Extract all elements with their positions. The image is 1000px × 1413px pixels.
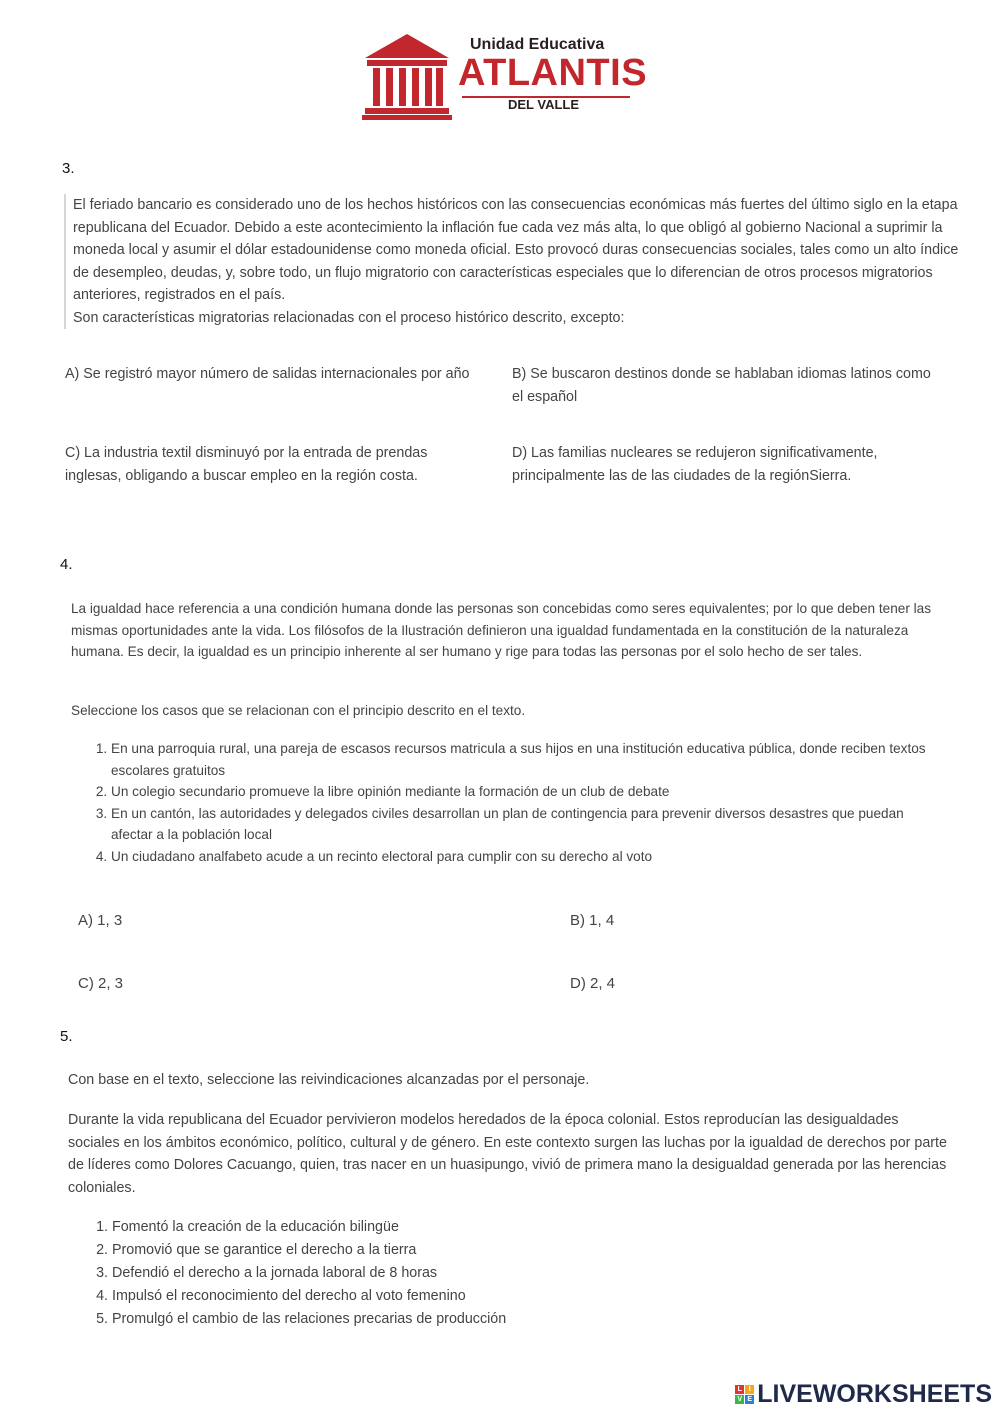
list-item: 2. Un colegio secundario promueve la libre opinión mediante la formación de un club de debate	[111, 781, 931, 803]
q4-answer-a[interactable]: A) 1, 3	[78, 912, 123, 929]
q4-paragraph: La igualdad hace referencia a una condición humana donde las personas son concebidas como seres equivalentes; por lo que deben tener las mismas oportunidades ante la vida. Los filósofos de la Ilustración definieron una igualdad fundamentada en la constitución de la naturaleza humana. Es decir, la igualdad es un principio inherente al ser humano y rige para todas las personas por el solo hecho de ser tales.	[71, 601, 932, 659]
q4-number: 4.	[60, 556, 73, 573]
q4-list	[71, 738, 931, 867]
q4-answer-b[interactable]: B) 1, 4	[570, 912, 615, 929]
q5-list	[72, 1216, 932, 1331]
list-item: 1. Fomentó la creación de la educación bilingüe	[112, 1216, 932, 1239]
q5-question: Con base en el texto, seleccione las reivindicaciones alcanzadas por el personaje.	[68, 1072, 590, 1088]
list-item: 1. En una parroquia rural, una pareja de escasos recursos matricula a sus hijos en una institución educativa pública, donde reciben textos escolares gratuitos	[111, 738, 931, 781]
q3-paragraph: El feriado bancario es considerado uno de los hechos históricos con las consecuencias económicas más fuertes del último siglo en la etapa republicana del Ecuador. Debido a este acontecimiento la inflación fue cada vez más alta, lo que obligó al gobierno Nacional a suprimir la moneda local y asumir el dólar estadounidense como moneda oficial. Esto provocó duras consecuencias sociales, tales como un alto índice de desempleo, deudas, y, sobre todo, un flujo migratorio con características especiales que lo diferencian de otros procesos migratorios anteriores, registrados en el país.	[73, 197, 959, 303]
school-logo	[362, 30, 648, 122]
q3-option-c[interactable]: C) La industria textil disminuyó por la entrada de prendas inglesas, obligando a buscar empleo en la región costa.	[65, 445, 428, 484]
q4-answer-d[interactable]: D) 2, 4	[570, 975, 616, 992]
logo-tagline: DEL VALLE	[508, 97, 580, 112]
q3-option-b[interactable]: B) Se buscaron destinos donde se hablaban idiomas latinos como el español	[512, 366, 931, 405]
q3-option-a[interactable]: A) Se registró mayor número de salidas internacionales por año	[65, 366, 470, 382]
logo-subtitle: Unidad Educativa	[470, 36, 605, 53]
q4-answer-c[interactable]: C) 2, 3	[78, 975, 124, 992]
liveworksheets-brand: LIVEWORKSHEETS	[757, 1379, 992, 1408]
logo-title: ATLANTIS	[458, 52, 648, 94]
q3-option-d[interactable]: D) Las familias nucleares se redujeron significativamente, principalmente las de las ciudades de la regiónSierra.	[512, 445, 878, 484]
q4-question: Seleccione los casos que se relacionan con el principio descrito en el texto.	[71, 703, 526, 718]
list-item: 3. En un cantón, las autoridades y delegados civiles desarrollan un plan de contingencia para prevenir diversos desastres que puedan afectar a la población local	[111, 803, 931, 846]
q3-number: 3.	[62, 160, 75, 177]
q5-paragraph: Durante la vida republicana del Ecuador pervivieron modelos heredados de la época colonial. Estos reproducían las desigualdades sociales en los ámbitos económico, político, cultural y de género. En este contexto surgen las luchas por la igualdad de derechos por parte de líderes como Dolores Cacuango, quien, tras nacer en un huasipungo, vivió de primera mano la desigualdad generada por las herencias coloniales.	[68, 1112, 947, 1196]
liveworksheets-watermark	[735, 1377, 992, 1411]
list-item: 3. Defendió el derecho a la jornada laboral de 8 horas	[112, 1262, 932, 1285]
liveworksheets-logo-icon: L I V E	[735, 1385, 754, 1404]
list-item: 4. Impulsó el reconocimiento del derecho al voto femenino	[112, 1285, 932, 1308]
list-item: 4. Un ciudadano analfabeto acude a un recinto electoral para cumplir con su derecho al voto	[111, 846, 931, 868]
q3-question: Son características migratorias relacionadas con el proceso histórico descrito, excepto:	[73, 309, 625, 326]
q5-number: 5.	[60, 1028, 73, 1045]
list-item: 5. Promulgó el cambio de las relaciones precarias de producción	[112, 1308, 932, 1331]
list-item: 2. Promovió que se garantice el derecho a la tierra	[112, 1239, 932, 1262]
q3-passage	[64, 194, 963, 329]
building-icon	[362, 30, 452, 122]
